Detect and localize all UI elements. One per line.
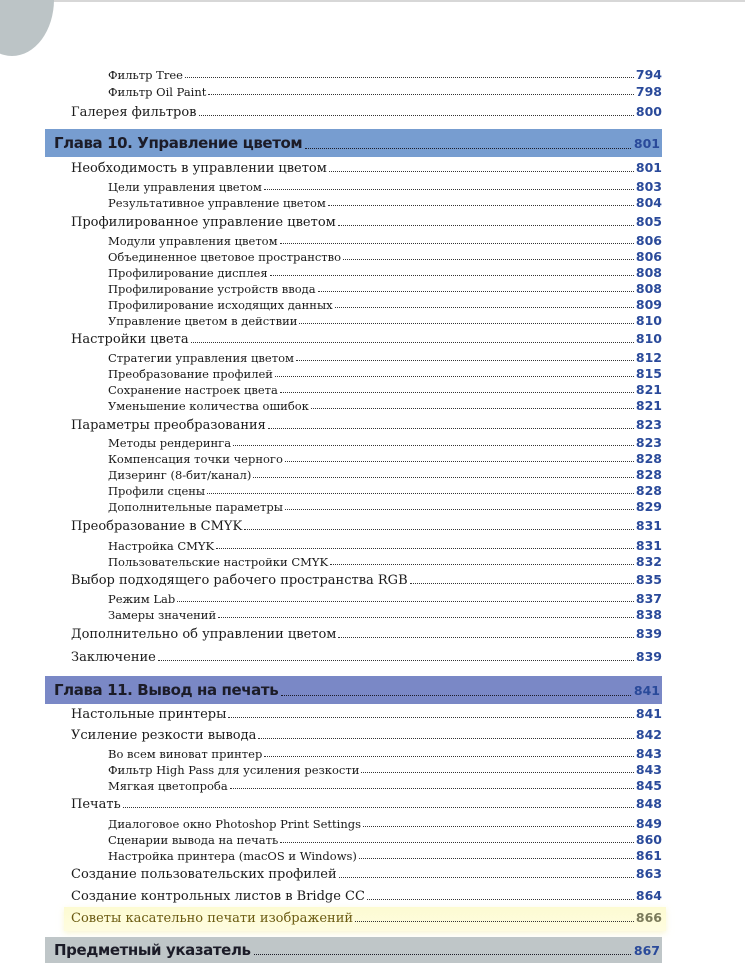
toc-entry[interactable] [71, 160, 662, 176]
dot-leader [296, 360, 634, 361]
toc-entry[interactable] [108, 467, 662, 482]
index-heading[interactable] [45, 937, 662, 963]
dot-leader [285, 509, 634, 510]
chapter-10-heading[interactable] [45, 129, 662, 157]
dot-leader [305, 148, 631, 149]
toc-entry[interactable] [108, 281, 662, 296]
dot-leader [339, 877, 634, 878]
entry-page: 832 [635, 554, 662, 569]
entry-page: 798 [635, 84, 662, 99]
entry-title: Управление цветом в действии [108, 314, 298, 328]
dot-leader [280, 842, 634, 843]
entry-page: 810 [635, 331, 662, 346]
dot-leader [230, 788, 634, 789]
entry-page: 803 [635, 179, 662, 194]
entry-page: 839 [635, 626, 662, 641]
entry-page: 804 [635, 195, 662, 210]
toc-entry[interactable] [108, 435, 662, 450]
entry-page: 831 [635, 538, 662, 553]
entry-page: 808 [635, 281, 662, 296]
toc-entry[interactable] [108, 179, 662, 194]
dot-leader [244, 529, 634, 530]
dot-leader [355, 921, 634, 922]
chapter-page: 801 [633, 135, 660, 151]
entry-title: Необходимость в управлении цветом [71, 161, 327, 176]
entry-page: 828 [635, 483, 662, 498]
entry-title: Параметры преобразования [71, 418, 266, 433]
entry-page: 823 [635, 435, 662, 450]
entry-page: 812 [635, 350, 662, 365]
entry-title: Настольные принтеры [71, 707, 227, 722]
entry-title: Фильтр High Pass для усиления резкости [108, 763, 360, 777]
entry-title: Дополнительные параметры [108, 500, 283, 514]
dot-leader [218, 617, 634, 618]
toc-entry[interactable] [71, 417, 662, 433]
toc-entry[interactable] [71, 727, 662, 743]
entry-page: 864 [635, 888, 662, 903]
toc-entry[interactable] [108, 195, 662, 210]
toc-entry[interactable] [108, 554, 662, 569]
toc-entry-highlighted[interactable] [71, 910, 662, 926]
toc-entry[interactable] [108, 398, 662, 413]
toc-entry[interactable] [108, 762, 662, 777]
toc-entry[interactable] [71, 331, 662, 347]
entry-title: Создание пользовательских профилей [71, 867, 337, 882]
dot-leader [367, 899, 634, 900]
entry-page: 848 [635, 796, 662, 811]
entry-page: 863 [635, 866, 662, 881]
entry-title: Мягкая цветопроба [108, 779, 228, 793]
corner-decoration [0, 0, 54, 56]
toc-entry[interactable] [108, 67, 662, 82]
entry-title: Режим Lab [108, 592, 176, 606]
entry-title: Профилирование дисплея [108, 266, 268, 280]
entry-title: Профили сцены [108, 484, 206, 498]
toc-entry[interactable] [108, 538, 662, 553]
toc-entry[interactable] [108, 499, 662, 514]
entry-page: 808 [635, 265, 662, 280]
dot-leader [253, 477, 634, 478]
entry-title: Заключение [71, 650, 156, 665]
toc-entry[interactable] [108, 366, 662, 381]
index-title: Предметный указатель [54, 941, 251, 959]
toc-entry[interactable] [108, 249, 662, 264]
dot-leader [233, 445, 634, 446]
entry-page: 860 [635, 832, 662, 847]
dot-leader [410, 583, 634, 584]
entry-title: Фильтр Tree [108, 68, 183, 82]
chapter-title: Глава 10. Управление цветом [54, 134, 303, 152]
entry-title: Диалоговое окно Photoshop Print Settings [108, 817, 361, 831]
dot-leader [158, 660, 634, 661]
dot-leader [254, 954, 631, 955]
toc-entry[interactable] [108, 350, 662, 365]
entry-page: 809 [635, 297, 662, 312]
entry-page: 845 [635, 778, 662, 793]
toc-entry[interactable] [108, 313, 662, 328]
toc-entry[interactable] [108, 778, 662, 793]
entry-title: Сценарии вывода на печать [108, 833, 279, 847]
entry-page: 801 [635, 160, 662, 175]
dot-leader [268, 428, 634, 429]
entry-title: Профилированное управление цветом [71, 215, 336, 230]
entry-page: 866 [635, 910, 662, 925]
entry-page: 849 [635, 816, 662, 831]
entry-page: 843 [635, 746, 662, 761]
entry-title: Фильтр Oil Paint [108, 85, 207, 99]
index-page: 867 [633, 942, 660, 958]
entry-title: Пользовательские настройки CMYK [108, 555, 329, 569]
entry-page: 839 [635, 649, 662, 664]
dot-leader [281, 695, 631, 696]
toc-entry[interactable] [108, 297, 662, 312]
entry-title: Стратегии управления цветом [108, 351, 294, 365]
entry-title: Галерея фильтров [71, 105, 197, 120]
entry-page: 842 [635, 727, 662, 742]
dot-leader [359, 858, 634, 859]
dot-leader [280, 392, 634, 393]
entry-title: Дизеринг (8-бит/канал) [108, 468, 252, 482]
entry-page: 810 [635, 313, 662, 328]
entry-title: Настройки цвета [71, 332, 189, 347]
toc-entry[interactable] [71, 888, 662, 904]
entry-title: Объединенное цветовое пространство [108, 250, 342, 264]
entry-title: Результативное управление цветом [108, 196, 326, 210]
entry-page: 829 [635, 499, 662, 514]
entry-page: 835 [635, 572, 662, 587]
dot-leader [275, 376, 634, 377]
dot-leader [216, 548, 634, 549]
entry-page: 815 [635, 366, 662, 381]
entry-page: 821 [635, 382, 662, 397]
entry-title: Замеры значений [108, 608, 217, 622]
dot-leader [363, 826, 634, 827]
dot-leader [328, 205, 634, 206]
chapter-11-heading[interactable] [45, 676, 662, 704]
entry-title: Преобразование в CMYK [71, 519, 243, 534]
toc-entry[interactable] [71, 796, 662, 812]
entry-title: Создание контрольных листов в Bridge CC [71, 889, 365, 904]
toc-entry[interactable] [108, 848, 662, 863]
entry-page: 828 [635, 467, 662, 482]
toc-entry[interactable] [108, 84, 662, 99]
toc-entry[interactable] [71, 572, 662, 588]
entry-page: 800 [635, 104, 662, 119]
entry-title: Дополнительно об управлении цветом [71, 627, 337, 642]
entry-title: Преобразование профилей [108, 367, 273, 381]
toc-entry[interactable] [71, 214, 662, 230]
entry-title: Выбор подходящего рабочего пространства RGB [71, 573, 408, 588]
dot-leader [330, 564, 634, 565]
dot-leader [270, 275, 634, 276]
toc-entry[interactable] [71, 649, 662, 665]
dot-leader [177, 601, 634, 602]
toc-entry[interactable] [71, 866, 662, 882]
dot-leader [361, 772, 634, 773]
toc-entry[interactable] [71, 706, 662, 722]
dot-leader [338, 637, 634, 638]
dot-leader [208, 94, 634, 95]
dot-leader [318, 291, 634, 292]
dot-leader [228, 717, 633, 718]
entry-page: 831 [635, 518, 662, 533]
dot-leader [285, 461, 634, 462]
dot-leader [311, 408, 634, 409]
entry-title: Настройка CMYK [108, 539, 215, 553]
entry-title: Уменьшение количества ошибок [108, 399, 309, 413]
toc-entry[interactable] [108, 483, 662, 498]
chapter-page: 841 [633, 682, 660, 698]
dot-leader [258, 738, 634, 739]
entry-page: 841 [635, 706, 662, 721]
toc-entry[interactable] [71, 626, 662, 642]
entry-page: 861 [635, 848, 662, 863]
dot-leader [343, 259, 634, 260]
entry-title: Компенсация точки черного [108, 452, 283, 466]
toc-entry[interactable] [108, 607, 662, 622]
entry-title: Настройка принтера (macOS и Windows) [108, 849, 357, 863]
entry-title: Советы касательно печати изображений [71, 911, 354, 926]
toc-entry[interactable] [108, 265, 662, 280]
dot-leader [264, 189, 634, 190]
page-top-rule [0, 0, 745, 2]
entry-page: 843 [635, 762, 662, 777]
entry-title: Во всем виноват принтер [108, 747, 263, 761]
entry-page: 794 [635, 67, 662, 82]
dot-leader [199, 115, 634, 116]
toc-entry[interactable] [108, 816, 662, 831]
dot-leader [185, 77, 634, 78]
toc-entry[interactable] [71, 518, 662, 534]
entry-title: Профилирование устройств ввода [108, 282, 316, 296]
entry-title: Профилирование исходящих данных [108, 298, 333, 312]
entry-page: 823 [635, 417, 662, 432]
dot-leader [264, 756, 634, 757]
entry-title: Цели управления цветом [108, 180, 262, 194]
entry-title: Сохранение настроек цвета [108, 383, 278, 397]
entry-page: 828 [635, 451, 662, 466]
toc-entry[interactable] [108, 451, 662, 466]
toc-entry[interactable] [108, 746, 662, 761]
entry-title: Усиление резкости вывода [71, 728, 257, 743]
entry-page: 821 [635, 398, 662, 413]
entry-page: 837 [635, 591, 662, 606]
dot-leader [338, 225, 634, 226]
chapter-title: Глава 11. Вывод на печать [54, 681, 279, 699]
dot-leader [299, 323, 633, 324]
toc-entry[interactable] [108, 591, 662, 606]
entry-title: Методы рендеринга [108, 436, 232, 450]
dot-leader [191, 342, 634, 343]
entry-page: 838 [635, 607, 662, 622]
entry-page: 806 [635, 233, 662, 248]
entry-title: Печать [71, 797, 121, 812]
entry-page: 805 [635, 214, 662, 229]
dot-leader [329, 171, 634, 172]
dot-leader [123, 807, 634, 808]
dot-leader [280, 243, 634, 244]
toc-entry[interactable] [108, 382, 662, 397]
entry-title: Модули управления цветом [108, 234, 278, 248]
dot-leader [335, 307, 634, 308]
entry-page: 806 [635, 249, 662, 264]
dot-leader [207, 493, 634, 494]
toc-entry[interactable] [108, 832, 662, 847]
toc-entry[interactable] [108, 233, 662, 248]
toc-entry[interactable] [71, 104, 662, 120]
